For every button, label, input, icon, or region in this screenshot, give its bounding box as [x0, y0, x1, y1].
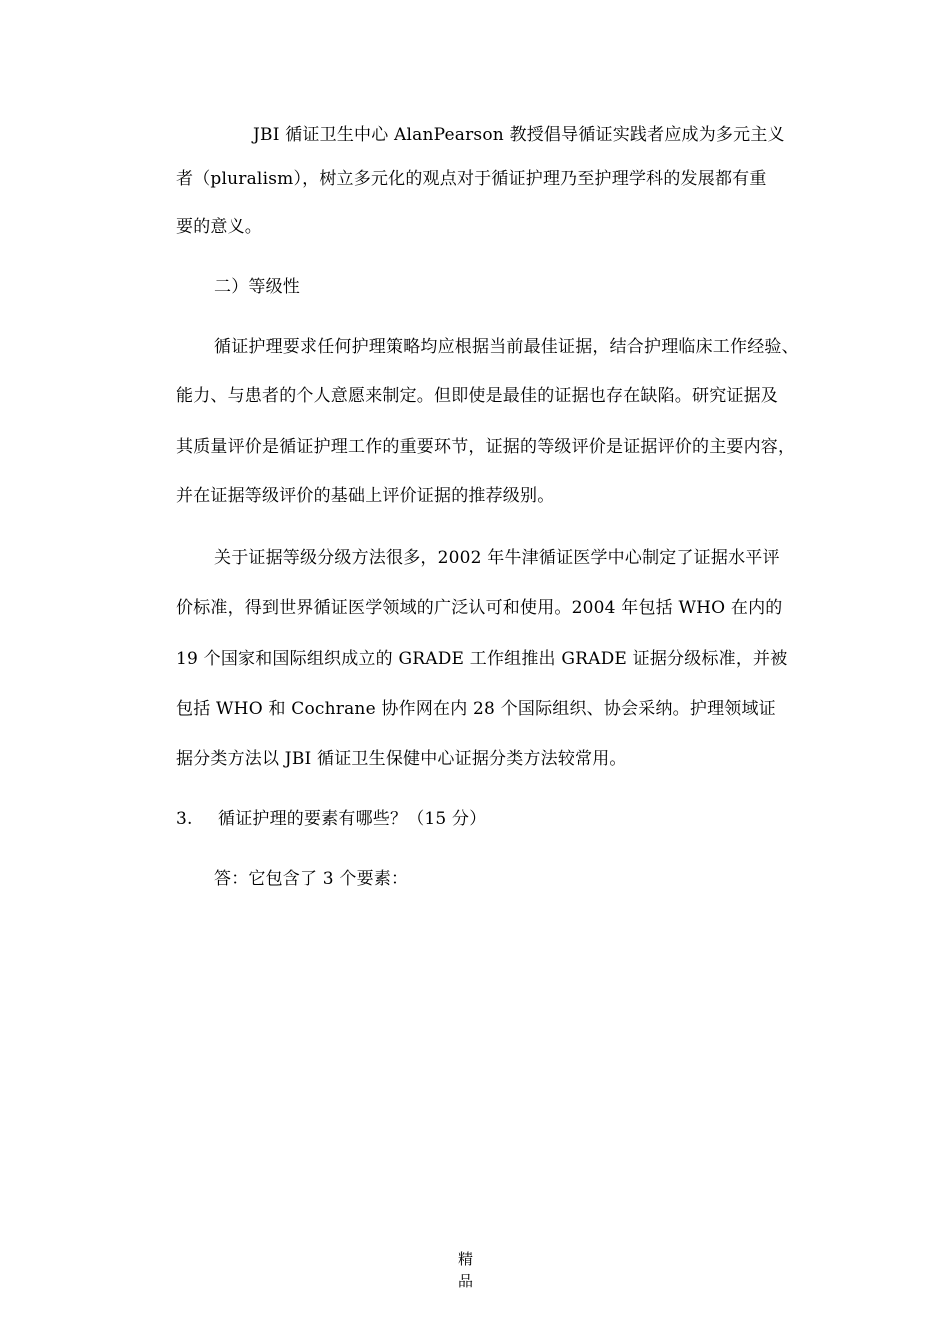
paragraph-3-line-1: 关于证据等级分级方法很多，2002 年牛津循证医学中心制定了证据水平评 [214, 548, 780, 568]
paragraph-2-line-3: 其质量评价是循证护理工作的重要环节，证据的等级评价是证据评价的主要内容， [176, 437, 796, 457]
answer-text: 答：它包含了 3 个要素： [214, 869, 409, 889]
section-heading-level: 二）等级性 [214, 277, 300, 297]
paragraph-3-line-4: 包括 WHO 和 Cochrane 协作网在内 28 个国际组织、协会采纳。护理领域证 [176, 699, 776, 719]
paragraph-1-line-1: JBI 循证卫生中心 AlanPearson 教授倡导循证实践者应成为多元主义 [253, 125, 785, 145]
paragraph-2-line-4: 并在证据等级评价的基础上评价证据的推荐级别。 [176, 486, 555, 506]
paragraph-3-line-2: 价标准，得到世界循证医学领域的广泛认可和使用。2004 年包括 WHO 在内的 [176, 598, 783, 618]
paragraph-1-line-3: 要的意义。 [176, 217, 262, 237]
question-number: 3. [176, 809, 193, 829]
paragraph-3-line-3: 19 个国家和国际组织成立的 GRADE 工作组推出 GRADE 证据分级标准，并被 [176, 649, 788, 669]
paragraph-1-line-2: 者（pluralism），树立多元化的观点对于循证护理乃至护理学科的发展都有重 [176, 169, 767, 189]
paragraph-2-line-1: 循证护理要求任何护理策略均应根据当前最佳证据，结合护理临床工作经验、 [214, 337, 799, 357]
question-text: 循证护理的要素有哪些？（15 分） [218, 809, 487, 829]
paragraph-3-line-5: 据分类方法以 JBI 循证卫生保健中心证据分类方法较常用。 [176, 749, 627, 769]
footer-char-1: 精 [458, 1250, 474, 1268]
footer-char-2: 品 [458, 1272, 474, 1290]
paragraph-2-line-2: 能力、与患者的个人意愿来制定。但即使是最佳的证据也存在缺陷。研究证据及 [176, 386, 778, 406]
